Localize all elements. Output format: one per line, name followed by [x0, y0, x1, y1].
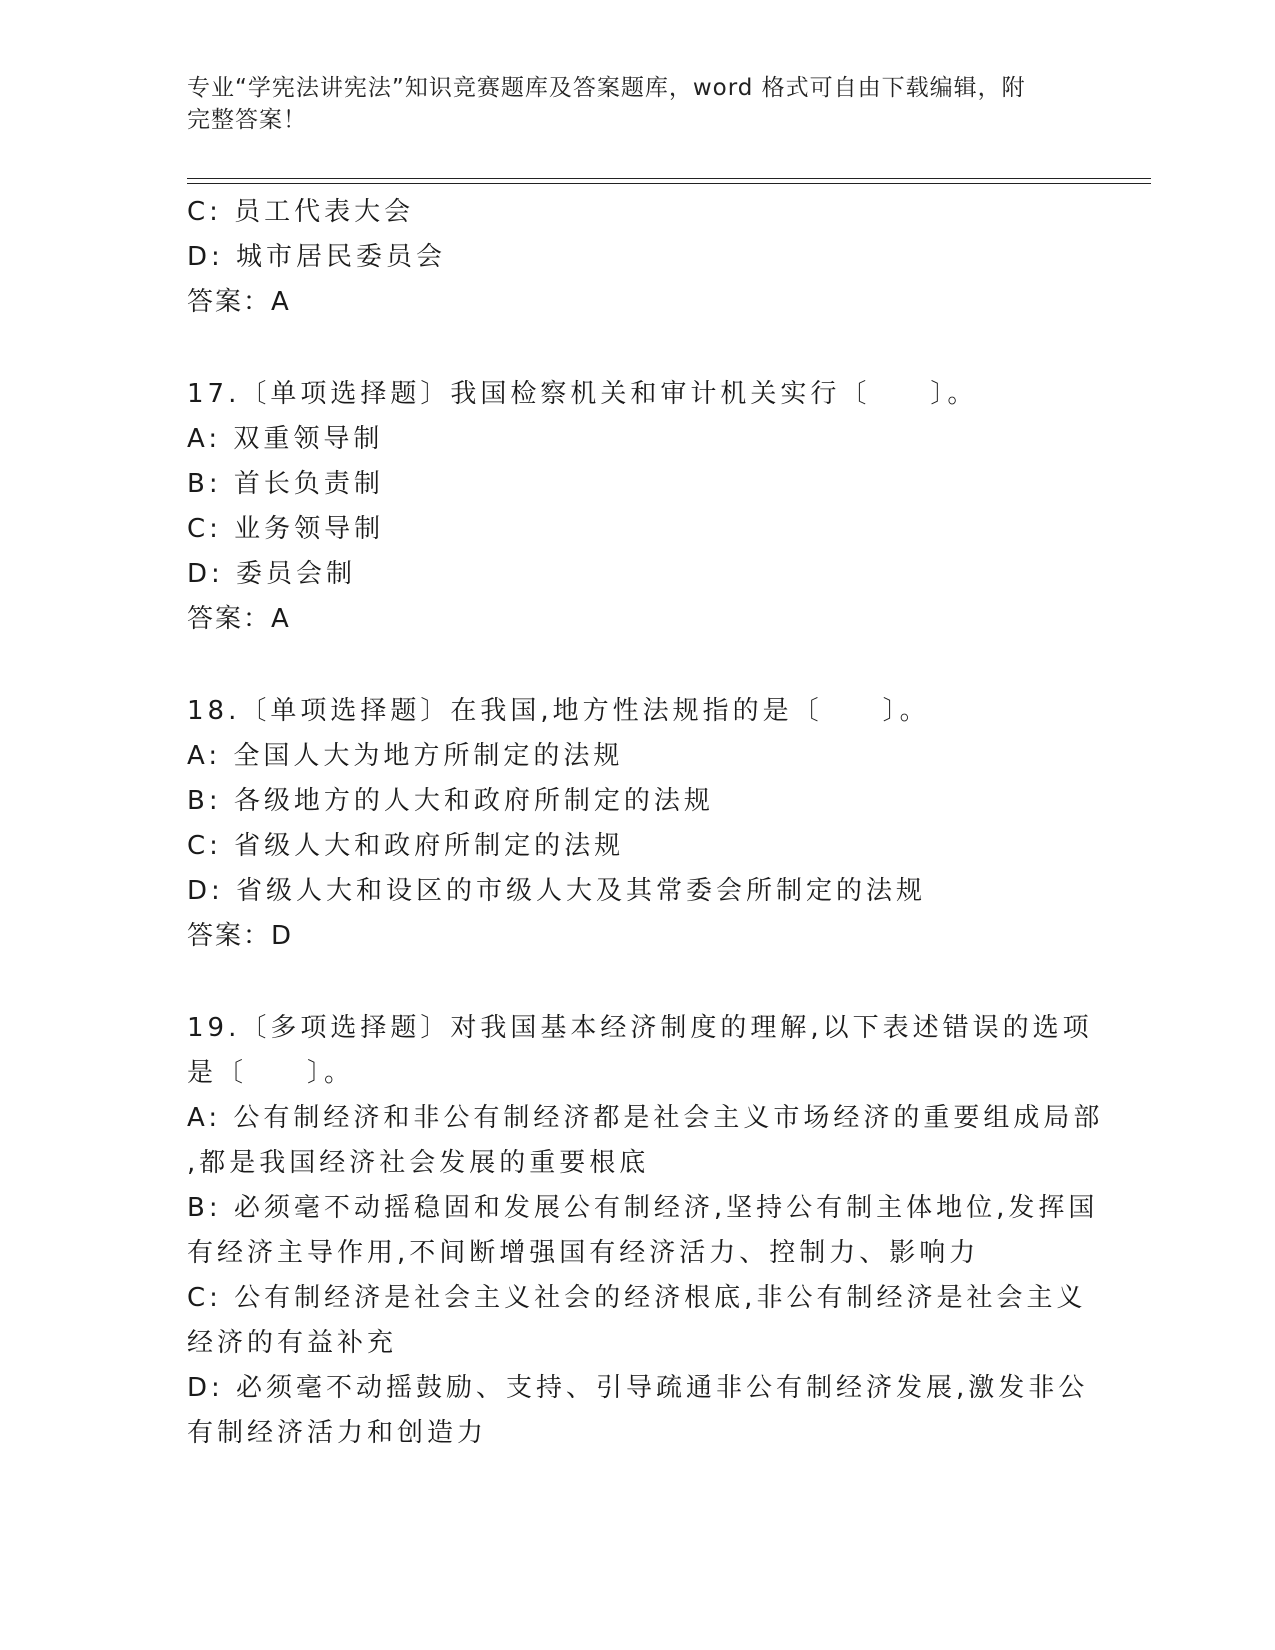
header-divider-bottom — [187, 183, 1151, 184]
option-b: B: 首长负责制 — [187, 469, 384, 499]
answer-line: 答案：D — [187, 921, 294, 951]
option-d: D: 省级人大和设区的市级人大及其常委会所制定的法规 — [187, 876, 927, 906]
option-c-line-2: 经济的有益补充 — [187, 1328, 398, 1358]
spacer — [187, 325, 1087, 372]
option-d: D: 委员会制 — [187, 559, 357, 589]
question-18 — [187, 689, 1087, 959]
document-header-note — [187, 72, 1067, 136]
option-b: B: 各级地方的人大和政府所制定的法规 — [187, 786, 714, 816]
question-stem-line-1: 19.〔多项选择题〕对我国基本经济制度的理解,以下表述错误的选项 — [187, 1013, 1093, 1043]
question-19 — [187, 1006, 1104, 1456]
option-a-line-2: ,都是我国经济社会发展的重要根底 — [187, 1148, 650, 1178]
question-17 — [187, 372, 1087, 642]
option-d-line-1: D: 必须毫不动摇鼓励、支持、引导疏通非公有制经济发展,激发非公 — [187, 1373, 1089, 1403]
header-note-line-1: 专业“学宪法讲宪法”知识竞赛题库及答案题库，word 格式可自由下载编辑，附 — [187, 75, 1026, 101]
option-a-line-1: A: 公有制经济和非公有制经济都是社会主义市场经济的重要组成局部 — [187, 1103, 1104, 1133]
spacer — [187, 642, 1087, 689]
option-d-line-2: 有制经济活力和创造力 — [187, 1418, 488, 1448]
option-c: C: 业务领导制 — [187, 514, 385, 544]
header-note-line-2: 完整答案！ — [187, 107, 307, 133]
option-a: A: 双重领导制 — [187, 424, 384, 454]
option-a: A: 全国人大为地方所制定的法规 — [187, 741, 624, 771]
option-b-line-2: 有经济主导作用,不间断增强国有经济活力、控制力、影响力 — [187, 1238, 980, 1268]
question-stem: 17.〔单项选择题〕我国检察机关和审计机关实行〔 〕。 — [187, 379, 978, 409]
question-stem: 18.〔单项选择题〕在我国,地方性法规指的是〔 〕。 — [187, 696, 930, 726]
answer-line: 答案：A — [187, 287, 291, 317]
header-divider-top — [187, 178, 1151, 179]
previous-question-tail — [187, 190, 1087, 325]
option-b-line-1: B: 必须毫不动摇稳固和发展公有制经济,坚持公有制主体地位,发挥国 — [187, 1193, 1099, 1223]
option-c: C: 员工代表大会 — [187, 197, 415, 227]
answer-line: 答案：A — [187, 604, 291, 634]
question-stem-line-2: 是〔 〕。 — [187, 1058, 355, 1088]
spacer — [187, 959, 1087, 1006]
option-c-line-1: C: 公有制经济是社会主义社会的经济根底,非公有制经济是社会主义 — [187, 1283, 1087, 1313]
option-c: C: 省级人大和政府所制定的法规 — [187, 831, 625, 861]
question-list — [187, 190, 1104, 1456]
option-d: D: 城市居民委员会 — [187, 242, 447, 272]
